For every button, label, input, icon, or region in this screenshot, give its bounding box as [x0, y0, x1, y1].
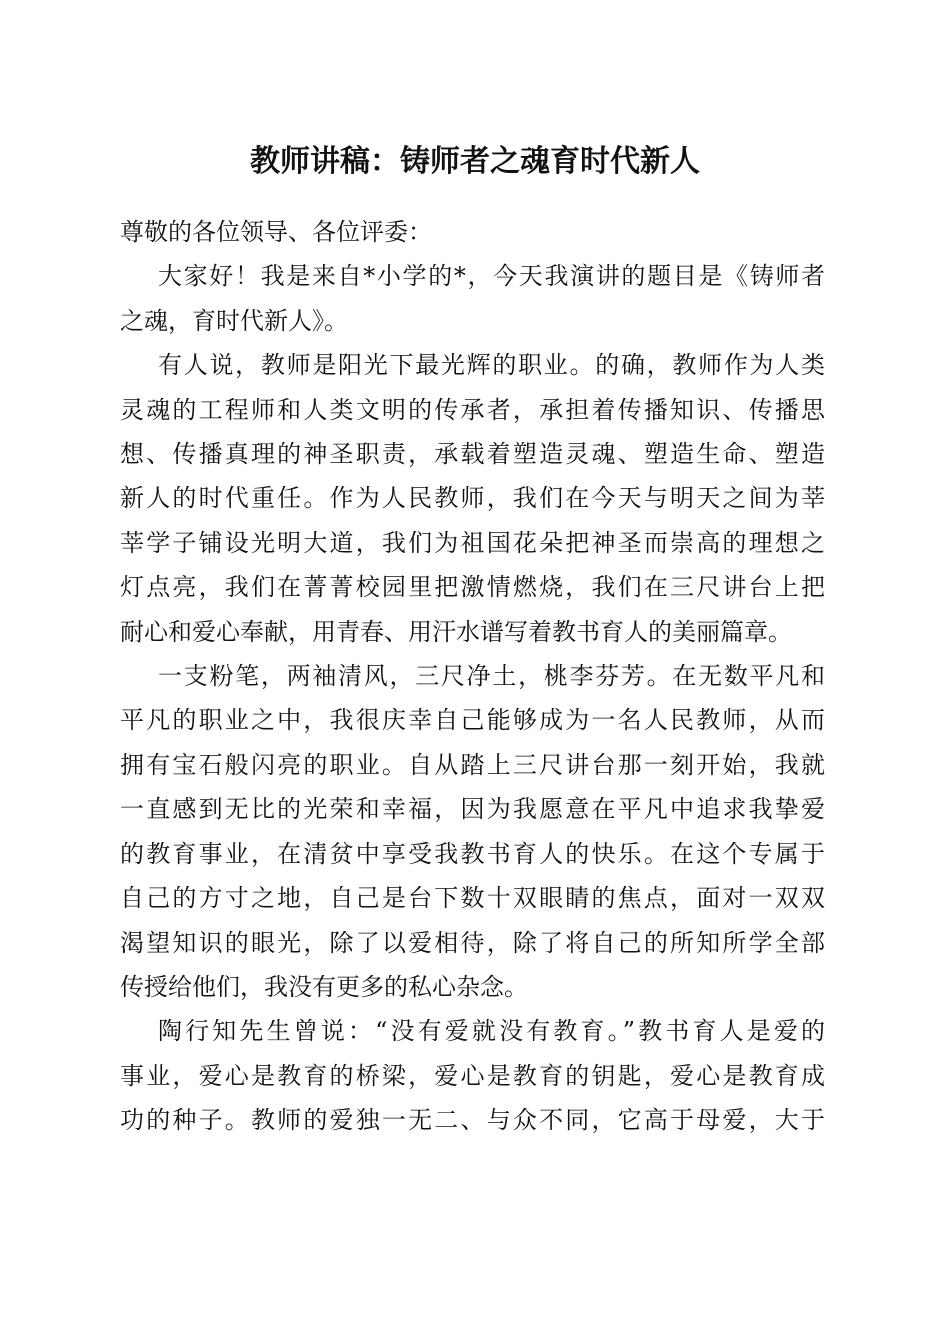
text-line: 之魂，育时代新人》。: [120, 306, 348, 335]
text-line: 的教育事业，在清贫中享受我教书育人的快乐。在这个专属于: [120, 839, 825, 868]
paragraph: [120, 654, 825, 1009]
text-line: 想、传播真理的神圣职责，承载着塑造灵魂、塑造生命、塑造: [120, 440, 825, 469]
text-line: 功的种子。教师的爱独一无二、与众不同，它高于母爱，大于: [120, 1106, 825, 1135]
text-line: 新人的时代重任。作为人民教师，我们在今天与明天之间为莘: [120, 484, 825, 513]
paragraph: [120, 210, 825, 254]
text-line: 一支粉笔，两袖清风，三尺净土，桃李芬芳。在无数平凡和: [158, 662, 825, 691]
text-line: 灵魂的工程师和人类文明的传承者，承担着传播知识、传播思: [120, 395, 825, 424]
text-line: 一直感到无比的光荣和幸福，因为我愿意在平凡中追求我挚爱: [120, 795, 825, 824]
text-line: 灯点亮，我们在菁菁校园里把激情燃烧，我们在三尺讲台上把: [120, 573, 825, 602]
text-line: 莘学子铺设光明大道，我们为祖国花朵把神圣而崇高的理想之: [120, 528, 825, 557]
text-line: 渴望知识的眼光，除了以爱相待，除了将自己的所知所学全部: [120, 928, 825, 957]
document-body: [120, 210, 825, 1143]
text-line: 大家好！我是来自*小学的*，今天我演讲的题目是《铸师者: [158, 262, 825, 291]
text-line: 自己的方寸之地，自己是台下数十双眼睛的焦点，面对一双双: [120, 884, 825, 913]
text-line: 有人说，教师是阳光下最光辉的职业。的确，教师作为人类: [158, 351, 825, 380]
text-line: 传授给他们，我没有更多的私心杂念。: [120, 972, 528, 1001]
text-line: 平凡的职业之中，我很庆幸自己能够成为一名人民教师，从而: [120, 706, 825, 735]
text-line: 拥有宝石般闪亮的职业。自从踏上三尺讲台那一刻开始，我就: [120, 750, 825, 779]
paragraph: [120, 343, 825, 654]
paragraph: [120, 1009, 825, 1142]
text-line: 事业，爱心是教育的桥梁，爱心是教育的钥匙，爱心是教育成: [120, 1061, 825, 1090]
document-title: 教师讲稿：铸师者之魂育时代新人: [250, 144, 700, 179]
text-line: 尊敬的各位领导、各位评委：: [120, 218, 432, 246]
text-line: 耐心和爱心奉献，用青春、用汗水谱写着教书育人的美丽篇章。: [120, 617, 792, 646]
text-line: 陶行知先生曾说：“没有爱就没有教育。”教书育人是爱的: [158, 1017, 825, 1046]
paragraph: [120, 254, 825, 343]
